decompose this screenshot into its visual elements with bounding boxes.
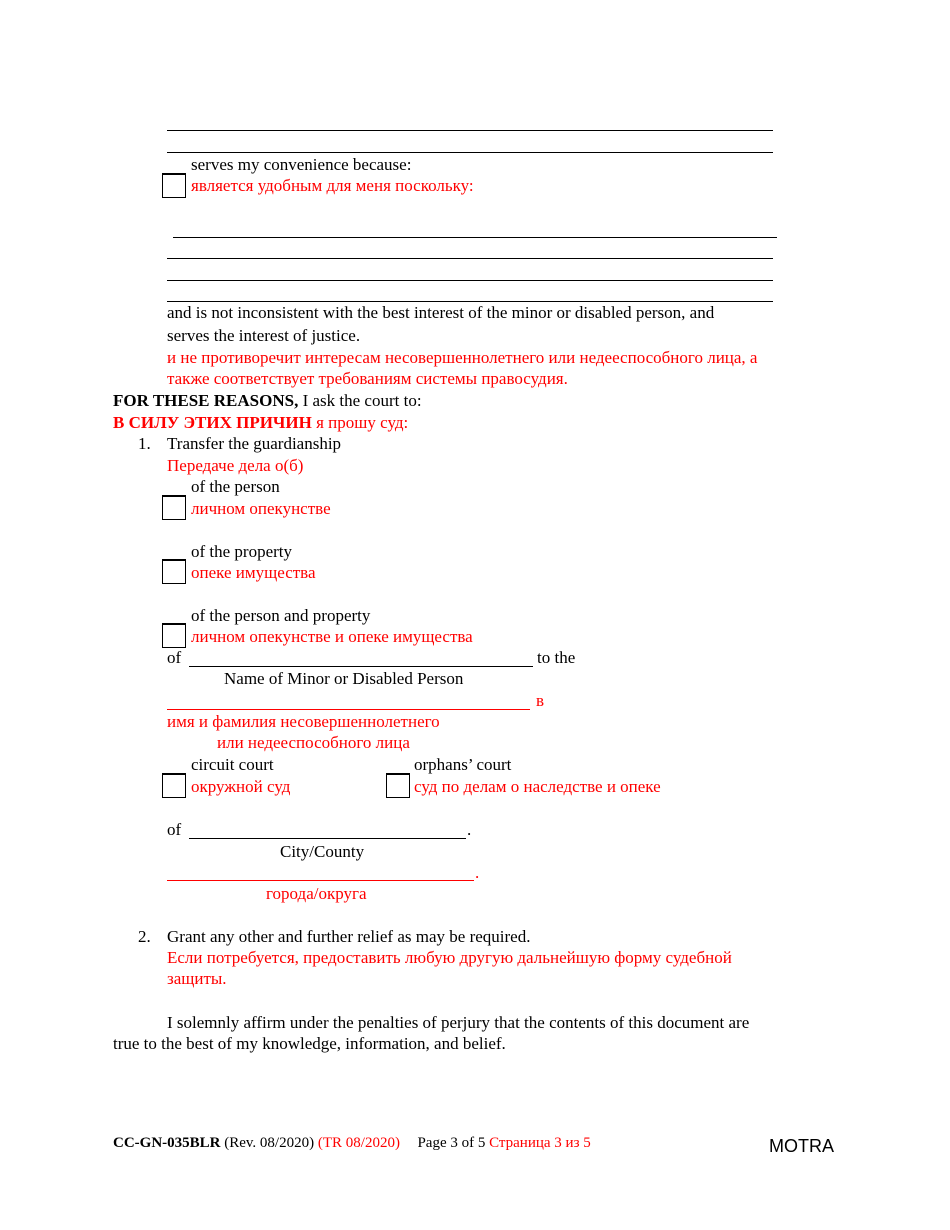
item-2-text-ru: защиты. bbox=[167, 969, 227, 988]
translation-revision: (TR 08/2020) bbox=[317, 1135, 400, 1151]
item-2-text-en: Grant any other and further relief as may be required. bbox=[167, 927, 531, 946]
interest-text-ru: и не противоречит интересам несовершеннолетнего или недееспособного лица, а bbox=[167, 348, 758, 367]
page-number-ru: Страница 3 из 5 bbox=[489, 1135, 591, 1151]
affirmation-text: true to the best of my knowledge, information, and belief. bbox=[113, 1034, 506, 1053]
convenience-label-ru: является удобным для меня поскольку: bbox=[191, 176, 474, 195]
blank-line[interactable] bbox=[167, 258, 773, 259]
property-label-en: of the property bbox=[191, 542, 293, 561]
period-ru: . bbox=[475, 863, 480, 882]
circuit-court-label-ru: окружной суд bbox=[191, 777, 291, 796]
item-1-title-ru: Передаче дела о(б) bbox=[167, 456, 304, 475]
person-label-ru: личном опекунстве bbox=[191, 499, 331, 518]
orphans-court-checkbox[interactable] bbox=[386, 774, 410, 798]
period: . bbox=[467, 820, 472, 839]
motra-mark: MOTRA bbox=[769, 1136, 834, 1156]
reasons-bold-en: FOR THESE REASONS, bbox=[113, 391, 299, 410]
v-label: в bbox=[536, 691, 545, 710]
blank-line[interactable] bbox=[167, 301, 773, 302]
city-county-input[interactable] bbox=[189, 838, 466, 839]
property-checkbox[interactable] bbox=[162, 560, 186, 584]
item-1-title-en: Transfer the guardianship bbox=[167, 434, 342, 453]
item-2-number: 2. bbox=[138, 927, 151, 946]
to-the-label: to the bbox=[537, 648, 576, 667]
city-caption-en: City/County bbox=[280, 842, 365, 861]
of-label: of bbox=[167, 648, 182, 667]
blank-line[interactable] bbox=[167, 280, 773, 281]
name-caption-en: Name of Minor or Disabled Person bbox=[224, 669, 464, 688]
interest-text-en: and is not inconsistent with the best interest of the minor or disabled person, and bbox=[167, 303, 715, 322]
convenience-label-en: serves my convenience because: bbox=[191, 155, 412, 174]
reasons-rest-en: I ask the court to: bbox=[298, 391, 422, 410]
orphans-court-label-ru: суд по делам о наследстве и опеке bbox=[414, 777, 661, 796]
reasons-bold-ru: В СИЛУ ЭТИХ ПРИЧИН bbox=[113, 413, 312, 432]
reasons-heading-ru bbox=[113, 413, 408, 433]
reasons-heading-en bbox=[113, 391, 422, 411]
orphans-court-label-en: orphans’ court bbox=[414, 755, 512, 774]
form-id: CC-GN-035BLR bbox=[113, 1135, 221, 1151]
reasons-rest-ru: я прошу суд: bbox=[311, 413, 409, 432]
property-label-ru: опеке имущества bbox=[191, 563, 316, 582]
circuit-court-checkbox[interactable] bbox=[162, 774, 186, 798]
circuit-court-label-en: circuit court bbox=[191, 755, 274, 774]
name-caption-ru: или недееспособного лица bbox=[217, 733, 410, 752]
item-1-number: 1. bbox=[138, 434, 151, 453]
blank-line[interactable] bbox=[173, 237, 777, 238]
blank-line bbox=[167, 130, 773, 131]
minor-name-input-ru[interactable] bbox=[167, 709, 530, 710]
convenience-checkbox[interactable] bbox=[162, 174, 186, 198]
interest-text-ru: также соответствует требованиям системы правосудия. bbox=[167, 369, 568, 388]
footer bbox=[113, 1133, 591, 1153]
person-checkbox[interactable] bbox=[162, 496, 186, 520]
of-label: of bbox=[167, 820, 182, 839]
city-caption-ru: города/округа bbox=[266, 884, 367, 903]
page-number-en: Page 3 of 5 bbox=[417, 1135, 486, 1151]
city-county-input-ru[interactable] bbox=[167, 880, 474, 881]
person-and-property-label-en: of the person and property bbox=[191, 606, 371, 625]
form-revision: (Rev. 08/2020) bbox=[220, 1135, 318, 1151]
person-label-en: of the person bbox=[191, 477, 280, 496]
name-caption-ru: имя и фамилия несовершеннолетнего bbox=[167, 712, 440, 731]
minor-name-input[interactable] bbox=[189, 666, 533, 667]
person-and-property-label-ru: личном опекунстве и опеке имущества bbox=[191, 627, 473, 646]
item-2-text-ru: Если потребуется, предоставить любую другую дальнейшую форму судебной bbox=[167, 948, 732, 967]
person-and-property-checkbox[interactable] bbox=[162, 624, 186, 648]
interest-text-en: serves the interest of justice. bbox=[167, 326, 361, 345]
blank-line bbox=[167, 152, 773, 153]
affirmation-text: I solemnly affirm under the penalties of perjury that the contents of this document are bbox=[167, 1013, 750, 1032]
